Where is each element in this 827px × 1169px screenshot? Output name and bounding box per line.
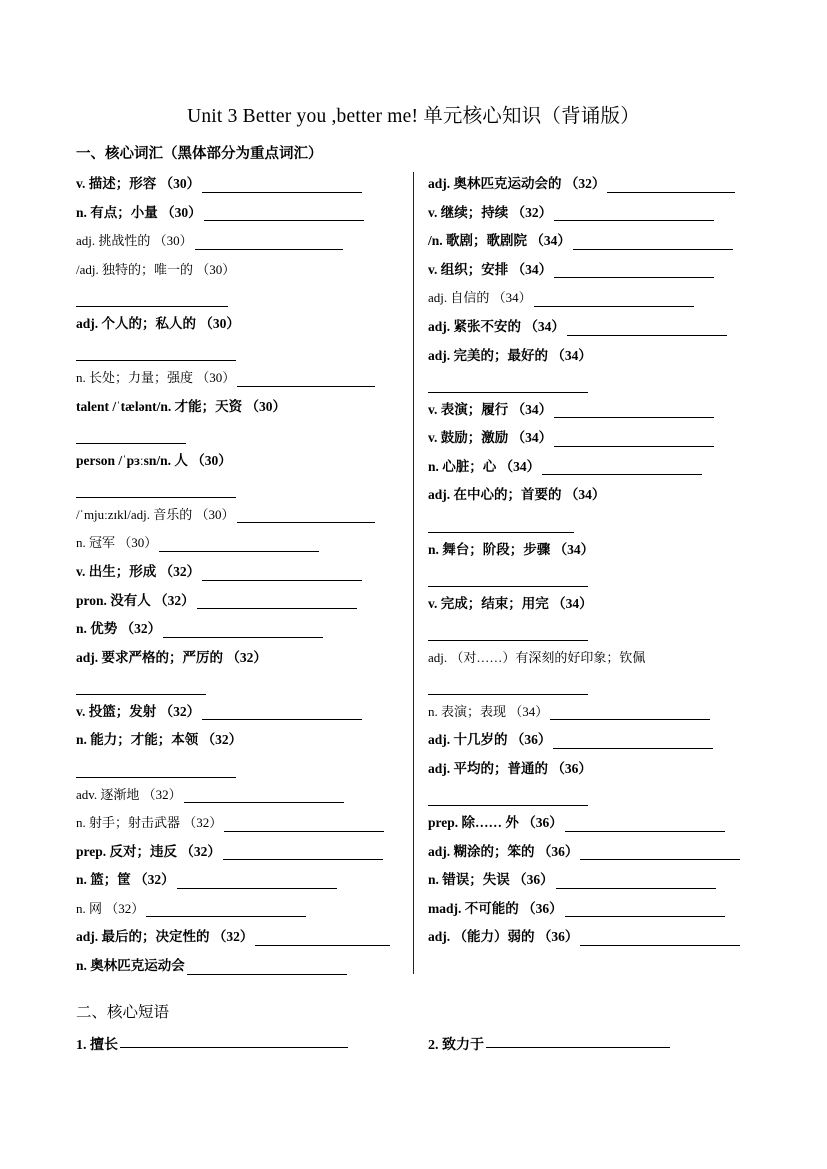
vocab-item: adj. 完美的；最好的 （34）	[428, 347, 592, 363]
answer-blank[interactable]	[255, 926, 390, 946]
answer-blank[interactable]	[554, 201, 714, 221]
answer-blank[interactable]	[159, 532, 319, 552]
answer-blank[interactable]	[428, 675, 588, 695]
answer-blank[interactable]	[550, 700, 710, 720]
vocab-item: n. 舞台；阶段；步骤 （34）	[428, 541, 595, 557]
vocab-item: adj. 奥林匹克运动会的 （32）	[428, 170, 763, 199]
vocab-item: /n. 歌剧；歌剧院 （34）	[428, 227, 763, 256]
answer-blank[interactable]	[223, 840, 383, 860]
vocab-item: adj. 自信的 （34）	[428, 284, 763, 313]
vocab-item: n. 网 （32）	[76, 895, 411, 924]
vocab-item: n. 有点；小量 （30）	[76, 199, 411, 228]
answer-blank[interactable]	[76, 424, 186, 444]
answer-blank[interactable]	[197, 589, 357, 609]
answer-blank[interactable]	[187, 955, 347, 975]
answer-blank[interactable]	[224, 812, 384, 832]
vocab-item: n. 表演；表现 （34）	[428, 698, 763, 727]
answer-blank[interactable]	[542, 455, 702, 475]
vocab-item: adj. 紧张不安的 （34）	[428, 313, 763, 342]
answer-blank[interactable]	[76, 478, 236, 498]
vocab-item: adj. 个人的；私人的 （30）	[76, 315, 240, 331]
vocab-column-right	[428, 170, 763, 952]
vocab-item: v. 鼓励；激励 （34）	[428, 424, 763, 453]
answer-blank[interactable]	[202, 700, 362, 720]
answer-blank[interactable]	[565, 812, 725, 832]
vocab-item: adv. 逐渐地 （32）	[76, 781, 411, 810]
vocab-item: n. 射手；射击武器 （32）	[76, 809, 411, 838]
vocab-item: v. 继续；持续 （32）	[428, 199, 763, 228]
vocab-item: adj. 平均的；普通的 （36）	[428, 761, 592, 776]
answer-blank[interactable]	[428, 567, 588, 587]
answer-blank[interactable]	[554, 427, 714, 447]
vocab-item: n. 奥林匹克运动会	[76, 952, 411, 981]
answer-blank[interactable]	[580, 926, 740, 946]
answer-blank[interactable]	[76, 675, 206, 695]
vocab-item: adj. （对……）有深刻的好印象；钦佩	[428, 649, 646, 665]
answer-blank[interactable]	[580, 840, 740, 860]
vocab-column-left	[76, 170, 411, 981]
answer-blank[interactable]	[567, 316, 727, 336]
vocab-item: v. 出生；形成 （32）	[76, 558, 411, 587]
answer-blank[interactable]	[76, 758, 236, 778]
vocab-item: n. 长处；力量；强度 （30）	[76, 364, 411, 393]
answer-blank[interactable]	[76, 341, 236, 361]
answer-blank[interactable]	[184, 783, 344, 803]
answer-blank[interactable]	[202, 561, 362, 581]
vocab-item: n. 能力；才能；本领 （32）	[76, 732, 243, 748]
vocab-item: v. 完成；结束；用完 （34）	[428, 595, 593, 611]
vocab-item: n. 优势 （32）	[76, 615, 411, 644]
vocab-item: adj. 在中心的；首要的 （34）	[428, 487, 606, 503]
answer-blank[interactable]	[163, 618, 323, 638]
answer-blank[interactable]	[428, 786, 588, 806]
vocab-item: pron. 没有人 （32）	[76, 587, 411, 616]
answer-blank[interactable]	[428, 513, 574, 533]
vocab-item: adj. 要求严格的；严厉的 （32）	[76, 649, 267, 665]
vocab-item: adj. （能力）弱的 （36）	[428, 923, 763, 952]
vocab-item: n. 篮；筐 （32）	[76, 866, 411, 895]
answer-blank[interactable]	[554, 258, 714, 278]
vocab-item: adj. 最后的；决定性的 （32）	[76, 923, 411, 952]
answer-blank[interactable]	[534, 287, 694, 307]
phrase-item: 2. 致力于	[428, 1028, 670, 1054]
vocab-item: /ˈmjuːzɪkl/adj. 音乐的 （30）	[76, 501, 411, 530]
vocab-item: person /ˈpɜːsn/n. 人 （30）	[76, 452, 232, 468]
answer-blank[interactable]	[428, 373, 588, 393]
vocab-item: v. 组织；安排 （34）	[428, 256, 763, 285]
vocab-item: v. 表演；履行 （34）	[428, 396, 763, 425]
answer-blank[interactable]	[237, 503, 375, 523]
answer-blank[interactable]	[607, 173, 735, 193]
page-title: Unit 3 Better you ,better me! 单元核心知识（背诵版）	[187, 106, 640, 127]
answer-blank[interactable]	[146, 897, 306, 917]
vocab-item: prep. 除…… 外 （36）	[428, 809, 763, 838]
answer-blank[interactable]	[237, 367, 375, 387]
answer-blank[interactable]	[120, 1028, 348, 1048]
answer-blank[interactable]	[554, 398, 714, 418]
vocab-item: adj. 糊涂的；笨的 （36）	[428, 838, 763, 867]
phrase-item: 1. 擅长	[76, 1028, 348, 1054]
vocab-item: adj. 挑战性的 （30）	[76, 227, 411, 256]
vocab-item: n. 冠军 （30）	[76, 529, 411, 558]
vocab-item: madj. 不可能的 （36）	[428, 895, 763, 924]
column-divider	[413, 172, 414, 974]
vocab-item: prep. 反对；违反 （32）	[76, 838, 411, 867]
vocab-item: /adj. 独特的；唯一的 （30）	[76, 261, 236, 277]
vocab-item: v. 描述；形容 （30）	[76, 170, 411, 199]
answer-blank[interactable]	[428, 621, 588, 641]
answer-blank[interactable]	[553, 729, 713, 749]
vocab-item: adj. 十几岁的 （36）	[428, 726, 763, 755]
vocab-item: talent /ˈtælənt/n. 才能；天资 （30）	[76, 398, 286, 414]
section-heading-phrases: 二、核心短语	[76, 1004, 170, 1021]
answer-blank[interactable]	[556, 869, 716, 889]
answer-blank[interactable]	[177, 869, 337, 889]
vocab-item: n. 错误；失误 （36）	[428, 866, 763, 895]
answer-blank[interactable]	[565, 897, 725, 917]
vocab-item: v. 投篮；发射 （32）	[76, 698, 411, 727]
answer-blank[interactable]	[76, 287, 228, 307]
answer-blank[interactable]	[486, 1028, 670, 1048]
answer-blank[interactable]	[195, 230, 343, 250]
answer-blank[interactable]	[573, 230, 733, 250]
answer-blank[interactable]	[204, 201, 364, 221]
answer-blank[interactable]	[202, 173, 362, 193]
vocab-item: n. 心脏；心 （34）	[428, 453, 763, 482]
section-heading-vocabulary: 一、核心词汇（黑体部分为重点词汇）	[76, 146, 323, 162]
